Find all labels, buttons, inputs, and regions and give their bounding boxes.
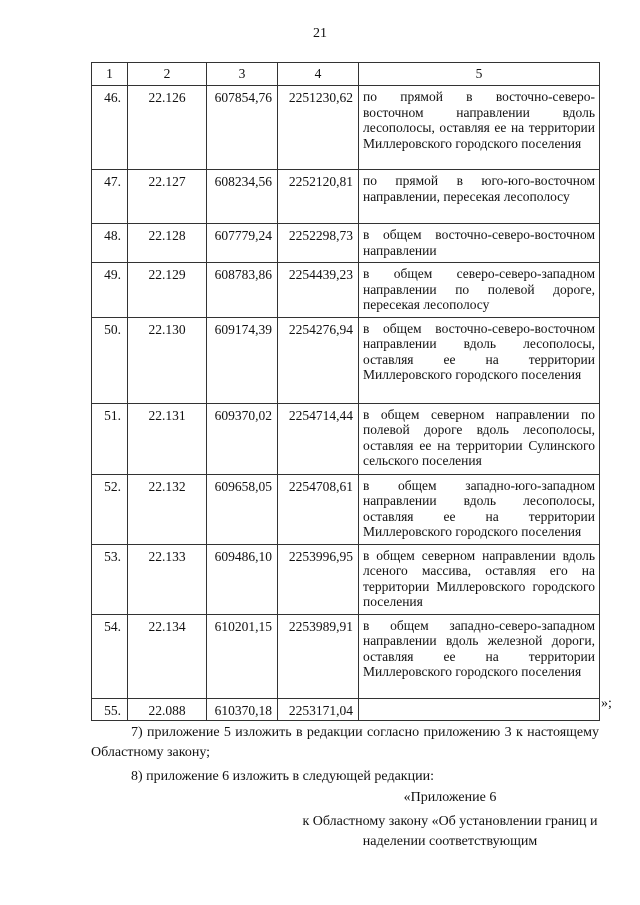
table-closing-quote: »; [601, 696, 612, 711]
table-row [92, 614, 600, 698]
coordinates-table [91, 62, 600, 721]
boundary-description: в общем западно-северо-западном направлении вдоль железной дороги, оставляя ее на территории Миллеровского городского поселения [359, 614, 600, 698]
table-header-row [92, 63, 600, 86]
row-number: 53. [92, 544, 128, 614]
table-row [92, 544, 600, 614]
table-row [92, 263, 600, 318]
boundary-description: в общем западно-юго-западном направлении вдоль лесополосы, оставляя ее на территории Миллеровского городского поселения [359, 474, 600, 544]
boundary-description: в общем северном направлении вдоль лсеного массива, оставляя его на территории Миллеровского городского поселения [359, 544, 600, 614]
appendix-subtitle: к Областному закону «Об установлении границ и наделении соответствующим [302, 814, 598, 849]
point-id: 22.133 [128, 544, 207, 614]
row-number: 51. [92, 403, 128, 474]
row-number: 48. [92, 224, 128, 263]
y-coordinate: 2254708,61 [278, 474, 359, 544]
y-coordinate: 2253171,04 [278, 698, 359, 720]
x-coordinate: 609658,05 [207, 474, 278, 544]
column-header: 1 [92, 63, 128, 86]
row-number: 52. [92, 474, 128, 544]
table-row [92, 317, 600, 403]
x-coordinate: 609486,10 [207, 544, 278, 614]
column-header: 2 [128, 63, 207, 86]
y-coordinate: 2253989,91 [278, 614, 359, 698]
row-number: 54. [92, 614, 128, 698]
x-coordinate: 609370,02 [207, 403, 278, 474]
boundary-description: по прямой в юго-юго-восточном направлении, пересекая лесополосу [359, 170, 600, 224]
y-coordinate: 2252298,73 [278, 224, 359, 263]
column-header: 5 [359, 63, 600, 86]
y-coordinate: 2251230,62 [278, 86, 359, 170]
y-coordinate: 2254439,23 [278, 263, 359, 318]
point-id: 22.129 [128, 263, 207, 318]
y-coordinate: 2254714,44 [278, 403, 359, 474]
x-coordinate: 607779,24 [207, 224, 278, 263]
boundary-description: в общем северо-северо-западном направлении по полевой дороге, пересекая лесополосу [359, 263, 600, 318]
table-row [92, 86, 600, 170]
boundary-description: в общем северном направлении по полевой дороге вдоль лесополосы, оставляя ее на территории Сулинского сельского поселения [359, 403, 600, 474]
point-id: 22.126 [128, 86, 207, 170]
row-number: 46. [92, 86, 128, 170]
column-header: 3 [207, 63, 278, 86]
boundary-description: в общем восточно-северо-восточном направлении [359, 224, 600, 263]
row-number: 50. [92, 317, 128, 403]
x-coordinate: 609174,39 [207, 317, 278, 403]
y-coordinate: 2253996,95 [278, 544, 359, 614]
row-number: 47. [92, 170, 128, 224]
paragraph-item-8: 8) приложение 6 изложить в следующей редакции: [131, 769, 434, 784]
point-id: 22.088 [128, 698, 207, 720]
table-row [92, 474, 600, 544]
x-coordinate: 610201,15 [207, 614, 278, 698]
point-id: 22.134 [128, 614, 207, 698]
y-coordinate: 2252120,81 [278, 170, 359, 224]
point-id: 22.127 [128, 170, 207, 224]
row-number: 49. [92, 263, 128, 318]
point-id: 22.130 [128, 317, 207, 403]
boundary-description: в общем восточно-северо-восточном направлении вдоль лесополосы, оставляя ее на территории Миллеровского городского поселения [359, 317, 600, 403]
page-number: 21 [313, 26, 327, 41]
x-coordinate: 607854,76 [207, 86, 278, 170]
table-row [92, 698, 600, 720]
point-id: 22.132 [128, 474, 207, 544]
x-coordinate: 610370,18 [207, 698, 278, 720]
table-row [92, 170, 600, 224]
point-id: 22.131 [128, 403, 207, 474]
table-row [92, 403, 600, 474]
table-row [92, 224, 600, 263]
paragraph-item-7: 7) приложение 5 изложить в редакции согласно приложению 3 к настоящему Областному закону; [91, 725, 599, 760]
point-id: 22.128 [128, 224, 207, 263]
x-coordinate: 608234,56 [207, 170, 278, 224]
column-header: 4 [278, 63, 359, 86]
row-number: 55. [92, 698, 128, 720]
appendix-title: «Приложение 6 [403, 790, 497, 805]
boundary-description [359, 698, 600, 720]
y-coordinate: 2254276,94 [278, 317, 359, 403]
boundary-description: по прямой в восточно-северо-восточном направлении вдоль лесополосы, оставляя ее на территории Миллеровского городского поселения [359, 86, 600, 170]
x-coordinate: 608783,86 [207, 263, 278, 318]
